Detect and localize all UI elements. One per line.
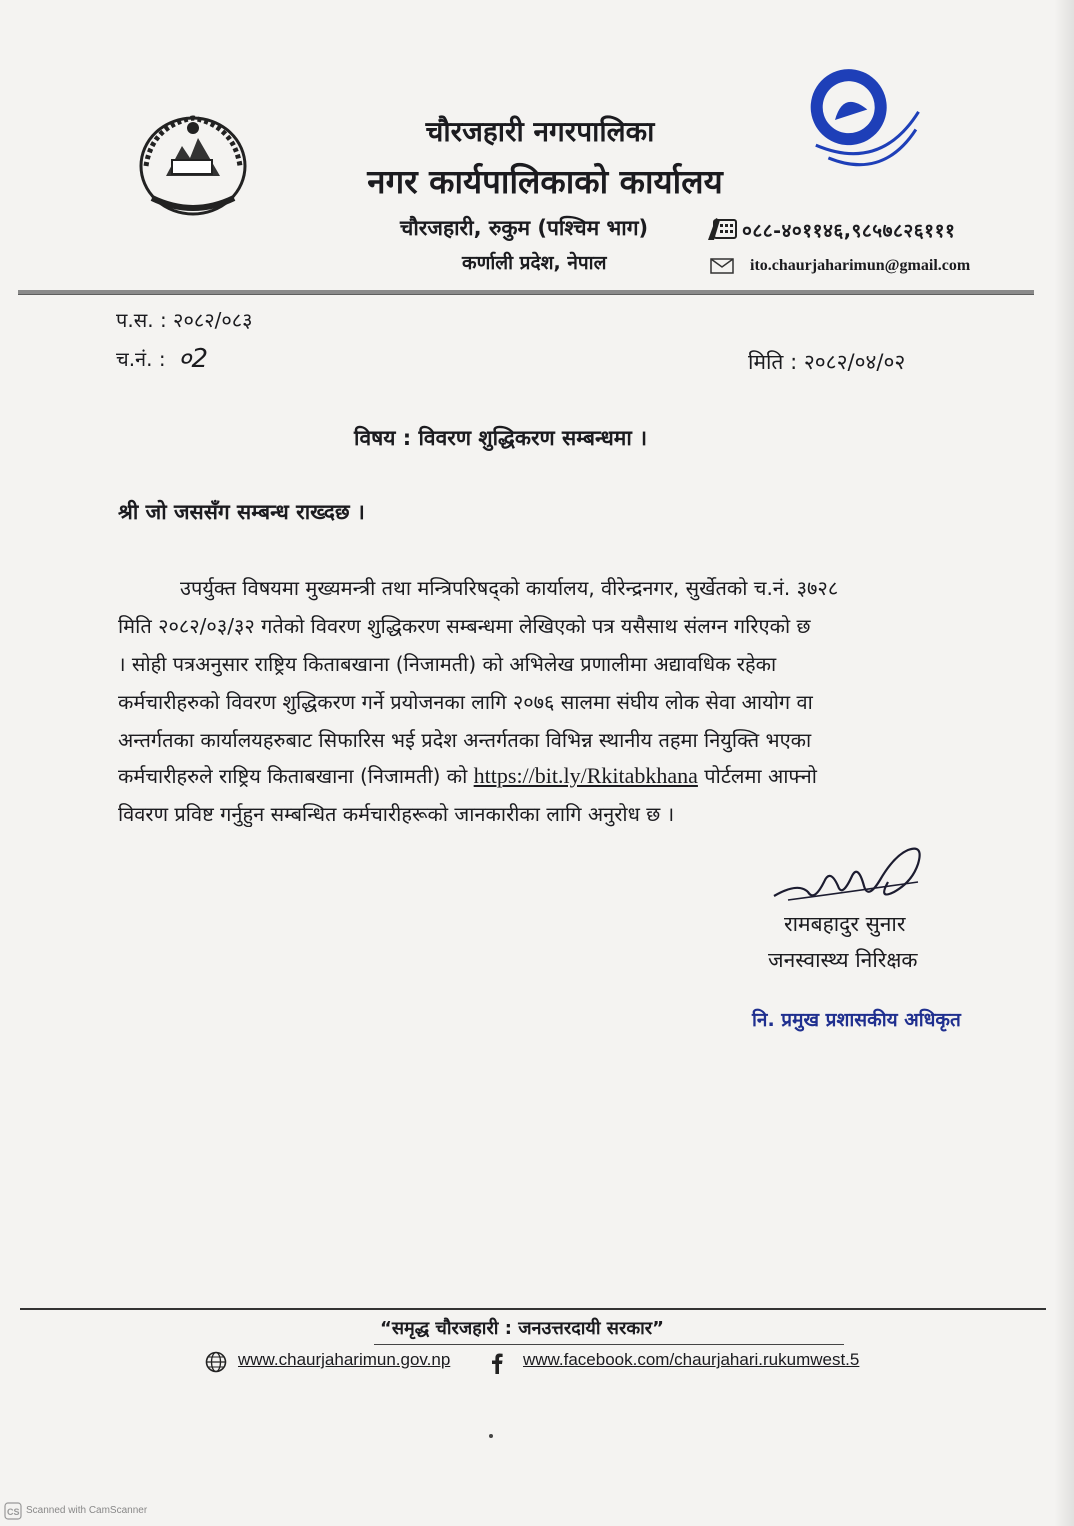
salutation: श्री जो जससँग सम्बन्ध राख्दछ । — [118, 500, 365, 524]
globe-icon — [205, 1351, 227, 1373]
body-line: । सोही पत्रअनुसार राष्ट्रिय किताबखाना (निजामती) को अभिलेख प्रणालीमा अद्यावधिक रहेका — [118, 652, 777, 676]
dispatch-label: च.नं. : — [116, 347, 166, 371]
phone-icon — [706, 216, 740, 242]
body-line: विवरण प्रविष्ट गर्नुहुन सम्बन्धित कर्मचारीहरूको जानकारीका लागि अनुरोध छ । — [118, 802, 675, 826]
reference-number: प.स. : २०८२/०८३ — [116, 308, 253, 332]
body-line — [118, 762, 940, 789]
handwritten-signature — [768, 842, 938, 908]
footer-slogan: “समृद्ध चौरजहारी : जनउत्तरदायी सरकार” — [380, 1318, 665, 1339]
slogan-underline — [374, 1344, 844, 1345]
camscanner-icon — [4, 1502, 22, 1520]
facebook-icon — [490, 1352, 504, 1374]
kitabkhana-portal-link[interactable]: https://bit.ly/Rkitabkhana — [473, 763, 698, 788]
website-link[interactable]: www.chaurjaharimun.gov.np — [238, 1350, 451, 1369]
footer-divider — [20, 1308, 1046, 1310]
signatory-title: जनस्वास्थ्य निरिक्षक — [768, 948, 918, 972]
scan-watermark: Scanned with CamScanner — [26, 1505, 148, 1516]
facebook-link[interactable]: www.facebook.com/chaurjahari.rukumwest.5 — [523, 1350, 860, 1369]
svg-text:CS: CS — [7, 1507, 20, 1517]
header-divider — [18, 290, 1034, 295]
municipality-seal-icon — [790, 55, 940, 195]
scan-speck — [489, 1434, 493, 1438]
nepal-emblem-icon — [132, 106, 254, 222]
page-edge-shadow — [1054, 0, 1074, 1526]
letter-subject: विषय : विवरण शुद्धिकरण सम्बन्धमा । — [354, 426, 648, 450]
signatory-office-stamp: नि. प्रमुख प्रशासकीय अधिकृत — [752, 1009, 961, 1031]
letter-date: मिति : २०८२/०४/०२ — [748, 350, 906, 374]
body-line: उपर्युक्त विषयमा मुख्यमन्त्री तथा मन्त्रिपरिषद्को कार्यालय, वीरेन्द्रनगर, सुर्खेतको च.नं. ३७२८ — [180, 576, 839, 600]
address-line2: कर्णाली प्रदेश, नेपाल — [462, 252, 607, 274]
body-line: मिति २०८२/०३/३२ गतेको विवरण शुद्धिकरण सम्बन्धमा लेखिएको पत्र यसैसाथ संलग्न गरिएको छ — [118, 614, 811, 638]
body-line: अन्तर्गतका कार्यालयहरुबाट सिफारिस भई प्रदेश अन्तर्गतका विभिन्न स्थानीय तहमा नियुक्ति भएका — [118, 728, 812, 752]
signatory-name: रामबहादुर सुनार — [784, 912, 906, 936]
office-name-line1: चौरजहारी नगरपालिका — [425, 115, 655, 148]
body-line6-end: पोर्टलमा आफ्नो — [697, 764, 817, 788]
office-name-line2: नगर कार्यपालिकाको कार्यालय — [367, 162, 723, 201]
body-line: कर्मचारीहरुको विवरण शुद्धिकरण गर्ने प्रयोजनका लागि २०७६ सालमा संघीय लोक सेवा आयोग वा — [118, 690, 813, 714]
body-line6-start: कर्मचारीहरुले राष्ट्रिय किताबखाना (निजामती) को — [118, 764, 474, 788]
address-line1: चौरजहारी, रुकुम (पश्चिम भाग) — [400, 216, 649, 240]
email-icon — [710, 258, 734, 274]
dispatch-number: ०2 — [178, 344, 209, 374]
email-address: ito.chaurjaharimun@gmail.com — [750, 257, 971, 274]
phone-numbers: ०८८-४०११४६,९८५७८२६१११ — [742, 220, 956, 242]
